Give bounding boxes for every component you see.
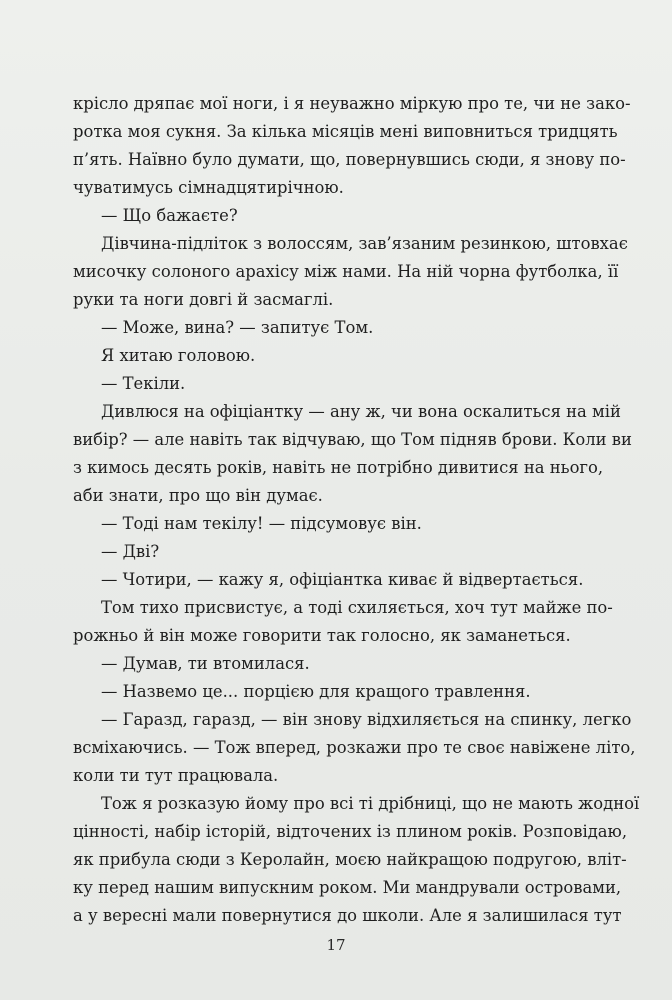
text-line: з кимось десять років, навіть не потрібно дивитися на нього, <box>73 458 604 477</box>
text-line: — Тоді нам текілу! — підсумовує він. <box>101 514 422 533</box>
text-line: цінності, набір історій, відточених із плином років. Розповідаю, <box>73 822 628 841</box>
text-line: рожньо й він може говорити так голосно, як заманеться. <box>73 626 571 645</box>
paragraph <box>73 790 640 930</box>
text-line: Я хитаю головою. <box>101 346 256 365</box>
paragraph <box>73 230 628 314</box>
text-line: як прибула сюди з Керолайн, моєю найкращою подругою, вліт- <box>73 850 627 869</box>
paragraph <box>73 314 600 342</box>
text-line: Том тихо присвистує, а тоді схиляється, хоч тут майже по- <box>101 598 613 617</box>
text-line: ротка моя сукня. За кілька місяців мені виповниться тридцять <box>73 122 618 141</box>
paragraph <box>73 650 600 678</box>
text-line: Дівчина-підліток з волоссям, зав’язаним резинкою, штовхає <box>101 234 628 253</box>
text-line: — Назвемо це... порцією для кращого травлення. <box>101 682 531 701</box>
text-line: — Чотири, — кажу я, офіціантка киває й відвертається. <box>101 570 584 589</box>
text-line: мисочку солоного арахісу між нами. На ній чорна футболка, її <box>73 262 619 281</box>
text-line: Тож я розказую йому про всі ті дрібниці, що не мають жодної <box>101 794 640 813</box>
paragraph <box>73 678 600 706</box>
paragraph <box>73 538 600 566</box>
paragraph <box>73 566 600 594</box>
paragraph <box>73 90 631 202</box>
text-line: — Може, вина? — запитує Том. <box>101 318 374 337</box>
text-line: ку перед нашим випускним роком. Ми мандрували островами, <box>73 878 622 897</box>
text-line: — Дві? <box>101 542 160 561</box>
paragraph <box>73 510 600 538</box>
page-number: 17 <box>326 936 346 954</box>
paragraph <box>73 342 600 370</box>
body-text <box>73 90 640 930</box>
text-line: чуватимусь сімнадцятирічною. <box>73 178 344 197</box>
text-line: — Що бажаєте? <box>101 206 238 225</box>
text-line: п’ять. Наївно було думати, що, повернувшись сюди, я знову по- <box>73 150 626 169</box>
paragraph <box>73 594 613 650</box>
text-line: аби знати, про що він думає. <box>73 486 323 505</box>
paragraph <box>73 398 632 510</box>
text-line: руки та ноги довгі й засмаглі. <box>73 290 334 309</box>
text-line: а у вересні мали повернутися до школи. Але я залишилася тут <box>73 906 622 925</box>
paragraph <box>73 706 636 790</box>
text-line: Дивлюся на офіціантку — ану ж, чи вона оскалиться на мій <box>101 402 621 421</box>
text-line: крісло дряпає мої ноги, і я неуважно міркую про те, чи не зако- <box>73 94 631 113</box>
text-line: — Гаразд, гаразд, — він знову відхиляється на спинку, легко <box>101 710 632 729</box>
paragraph <box>73 370 600 398</box>
text-line: — Текіли. <box>101 374 186 393</box>
text-line: всміхаючись. — Тож вперед, розкажи про те своє навіжене літо, <box>73 738 636 757</box>
text-line: вибір? — але навіть так відчуваю, що Том підняв брови. Коли ви <box>73 430 632 449</box>
text-line: коли ти тут працювала. <box>73 766 279 785</box>
paragraph <box>73 202 600 230</box>
text-line: — Думав, ти втомилася. <box>101 654 310 673</box>
